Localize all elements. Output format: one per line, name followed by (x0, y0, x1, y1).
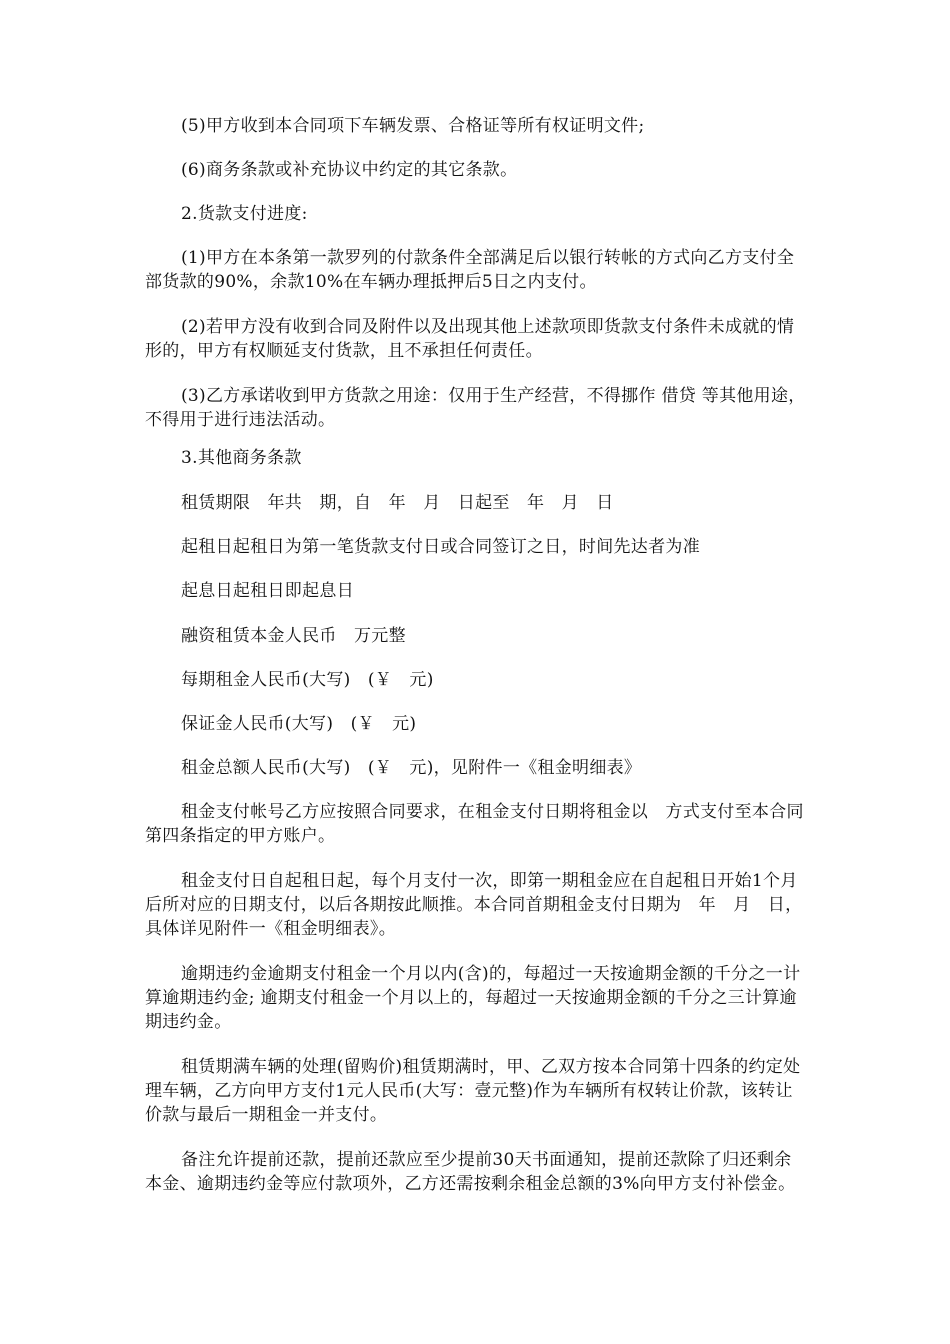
paragraph-principal: 融资租赁本金人民币 万元整 (181, 626, 406, 646)
paragraph-other-terms: (6)商务条款或补充协议中约定的其它条款。 (181, 160, 518, 180)
paragraph-lease-expiry: 租赁期满车辆的处理(留购价)租赁期满时，甲、乙双方按本合同第十四条的约定处理车辆，乙方向甲方支付1元人民币(大写：壹元整)作为车辆所有权转让价款，该转让价款与最后一期租金一并支付。 (145, 1057, 801, 1125)
paragraph-payment-2: (2)若甲方没有收到合同及附件以及出现其他上述款项即货款支付条件未成就的情形的，甲方有权顺延支付货款，且不承担任何责任。 (145, 317, 795, 361)
paragraph-payment-account: 租金支付帐号乙方应按照合同要求，在租金支付日期将租金以 方式支付至本合同第四条指定的甲方账户。 (145, 802, 804, 846)
paragraph-payment-1: (1)甲方在本条第一款罗列的付款条件全部满足后以银行转帐的方式向乙方支付全部货款的90%，余款10%在车辆办理抵押后5日之内支付。 (145, 248, 795, 292)
paragraph-ownership-docs: (5)甲方收到本合同项下车辆发票、合格证等所有权证明文件; (181, 116, 645, 136)
paragraph-rent-per-period: 每期租金人民币(大写) (￥ 元) (181, 670, 434, 690)
paragraph-payment-date: 租金支付日自起租日起，每个月支付一次，即第一期租金应在自起租日开始1个月后所对应的日期支付，以后各期按此顺推。本合同首期租金支付日期为 年 月 日，具体详见附件一《租金明细表》。 (145, 871, 803, 939)
paragraph-late-penalty: 逾期违约金逾期支付租金一个月以内(含)的，每超过一天按逾期金额的千分之一计算逾期违约金; 逾期支付租金一个月以上的，每超过一天按逾期金额的千分之三计算逾期违约金。 (145, 964, 801, 1032)
heading-payment-schedule: 2.货款支付进度: (181, 204, 308, 224)
paragraph-payment-3: (3)乙方承诺收到甲方货款之用途：仅用于生产经营，不得挪作 借贷 等其他用途，不得用于进行违法活动。 (145, 386, 806, 430)
paragraph-start-date: 起租日起租日为第一笔货款支付日或合同签订之日，时间先达者为准 (181, 537, 700, 557)
paragraph-early-repayment: 备注允许提前还款，提前还款应至少提前30天书面通知，提前还款除了归还剩余本金、逾期违约金等应付款项外，乙方还需按剩余租金总额的3%向甲方支付补偿金。 (145, 1150, 796, 1194)
paragraph-total-rent: 租金总额人民币(大写) (￥ 元)，见附件一《租金明细表》 (181, 758, 642, 778)
heading-other-business-terms: 3.其他商务条款 (181, 448, 302, 468)
paragraph-lease-term: 租赁期限 年共 期，自 年 月 日起至 年 月 日 (181, 493, 614, 513)
paragraph-interest-date: 起息日起租日即起息日 (181, 581, 354, 601)
paragraph-deposit: 保证金人民币(大写) (￥ 元) (181, 714, 417, 734)
